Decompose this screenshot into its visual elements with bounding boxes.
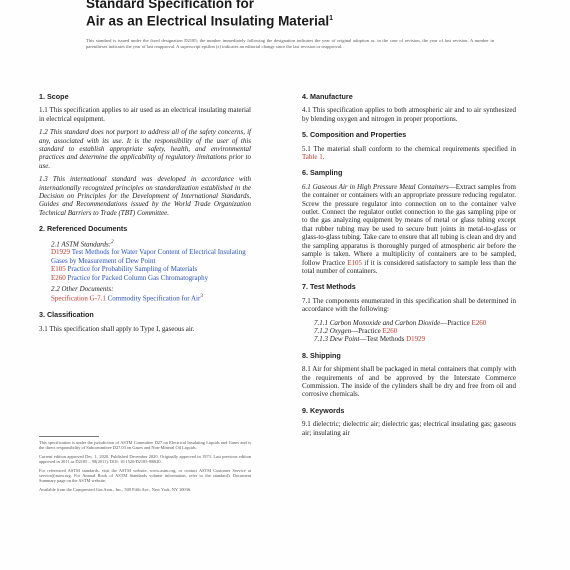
para-6-1: 6.1 Gaseous Air in High Pressure Metal Containers—Extract samples from the container or containers with an appropriate pressure reducing regulator. Screw the pressure regulator into connection on to the container valve outlet. Connect the regulator outlet connection to the gas sampling pipe or to the gas analyzing equipment by means of metal or glass tubing except that rubber tubing may be used to secure butt joints in metal-to-glass or glass-to-glass tubing. Take care to ensure that all tubing is clean and dry and the sampling apparatus is thoroughly purged of atmospheric air before the sample is taken. Where a multiplicity of containers are to be sampled, follow Practice E105 if it is considered satisfactory to sample less than the total number of containers. <box>302 182 517 275</box>
para-1-3: 1.3 This international standard was developed in accordance with internationally recognized principles on standardization established in the Decision on Principles for the Development of International Standards, Guides and Recommendations issued by the World Trade Organization Technical Barriers to Trade (TBT) Committee. <box>39 175 251 217</box>
ref-title-link[interactable]: Practice for Packed Column Gas Chromatography <box>67 273 209 282</box>
section-sampling-heading: 6. Sampling <box>302 168 343 178</box>
title-footnote-mark: 1 <box>329 15 333 22</box>
ref-code-link[interactable]: Specification G-7.1 <box>51 294 106 303</box>
para-3-1: 3.1 This specification shall apply to Type I, gaseous air. <box>39 324 195 333</box>
section-scope-heading: 1. Scope <box>39 92 69 101</box>
ref-title-link[interactable]: Practice for Probability Sampling of Materials <box>67 265 198 274</box>
para-7-1: 7.1 The components enumerated in this specification shall be determined in accordance with the following: <box>302 296 516 314</box>
para-8-1: 8.1 Air for shipment shall be packaged in metal containers that comply with the requirements of and be approved by the Interstate Commerce Commission. The inside of the cylinders shall be dry and free from oil and corrosive chemicals. <box>302 365 516 399</box>
issuance-notice: This standard is issued under the fixed designation D2185; the number immediately following the designation indicates the year of original adoption or, in the case of revision, the year of last revision. A number in parentheses indicates the year of last reapproval. A superscript epsilon (ε) indicates an editorial change since the last revision or reapproval. <box>86 38 494 49</box>
footnotes <box>39 440 251 495</box>
section-composition-heading: 5. Composition and Properties <box>302 130 407 140</box>
section-referenced-documents-heading: 2. Referenced Documents <box>39 224 128 234</box>
para-5-1: 5.1 The material shall conform to the chemical requirements specified in Table 1. <box>302 144 516 162</box>
footnote-divider <box>39 436 99 437</box>
ref-d1929-link[interactable]: D1929 <box>406 335 426 344</box>
para-7-1-3: 7.1.3 Dew Point—Test Methods D1929 <box>314 335 426 344</box>
ref-title-link[interactable]: Commodity Specification for Air <box>107 294 201 303</box>
ref-code-link[interactable]: E260 <box>51 273 66 282</box>
ref-code-link[interactable]: D1929 <box>51 248 71 257</box>
para-1-2: 1.2 This standard does not purport to address all of the safety concerns, if any, associated with its use. It is the responsibility of the user of this standard to establish appropriate safety, health, and environmental practices and determine the applicability of regulatory limitations prior to use. <box>39 128 251 170</box>
title-line-2: Air as an Electrical Insulating Material <box>86 13 330 29</box>
astm-standards-label: 2.1 ASTM Standards:$^2$ <box>51 239 114 249</box>
para-9-1: 9.1 dielectric; dielectric air; dielectric gas; electrical insulating gas; gaseous air; insulating air <box>302 420 516 437</box>
para-1-1: 1.1 This specification applies to air used as an electrical insulating material in electrical equipment. <box>39 106 251 123</box>
para-4-1: 4.1 This specification applies to both atmospheric air and to air synthesized by blending oxygen and nitrogen in proper proportions. <box>302 106 516 123</box>
para-7-1-1: 7.1.1 Carbon Monoxide and Carbon Dioxide—Practice E260 <box>314 318 487 327</box>
footnote-2: For referenced ASTM standards, visit the ASTM website, www.astm.org, or contact ASTM Customer Service at service@astm.org. For Annual Book of ASTM Standards volume information, refer to the standard's Document Summary page on the ASTM website. <box>39 467 251 484</box>
table-1-link[interactable]: Table 1 <box>302 153 323 162</box>
ref-e260[interactable] <box>39 274 251 282</box>
document-title <box>86 0 506 29</box>
ref-code-link[interactable]: E105 <box>51 265 66 274</box>
ref-d1929[interactable] <box>39 248 251 265</box>
ref-e260-link[interactable]: E260 <box>382 326 398 335</box>
section-classification-heading: 3. Classification <box>39 310 94 320</box>
footnote-1: This specification is under the jurisdiction of ASTM Committee D27 on Electrical Insulating Liquids and Gases and is the direct responsibility of Subcommittee D27.03 on Gases and Non-Mineral Oil Liquids. <box>39 440 251 451</box>
section-test-methods-heading: 7. Test Methods <box>302 282 356 292</box>
title-line-1: Standard Specification for <box>86 0 255 11</box>
footnote-3: Available from the Compressed Gas Assn., Inc., 500 Fifth Ave., New York, NY 10036. <box>39 486 192 492</box>
section-shipping-heading: 8. Shipping <box>302 350 341 360</box>
left-column <box>39 93 251 338</box>
ref-e105-link[interactable]: E105 <box>347 258 363 267</box>
section-keywords-heading: 9. Keywords <box>302 405 345 415</box>
ref-e105[interactable] <box>39 265 251 273</box>
ref-title-link[interactable]: Test Methods for Water Vapor Content of Electrical Insulating Gases by Measurement of Dew Point <box>51 248 246 265</box>
other-documents-label: 2.2 Other Documents: <box>51 285 114 294</box>
ref-g71[interactable]: Specification G-7.1 Commodity Specification for Air$^3$ <box>51 294 203 303</box>
right-column <box>302 93 516 442</box>
section-manufacture-heading: 4. Manufacture <box>302 92 353 101</box>
footnote-edition: Current edition approved Dec. 1, 2020. Published December 2020. Originally approved in 1973. Last previous edition approved in 2011 as D2185 – 98(2011). DOI: 10.1520/D2185-98R20. <box>39 453 251 465</box>
ref-e260-link[interactable]: E260 <box>471 318 487 327</box>
para-7-1-2: 7.1.2 Oxygen—Practice E260 <box>314 326 398 335</box>
